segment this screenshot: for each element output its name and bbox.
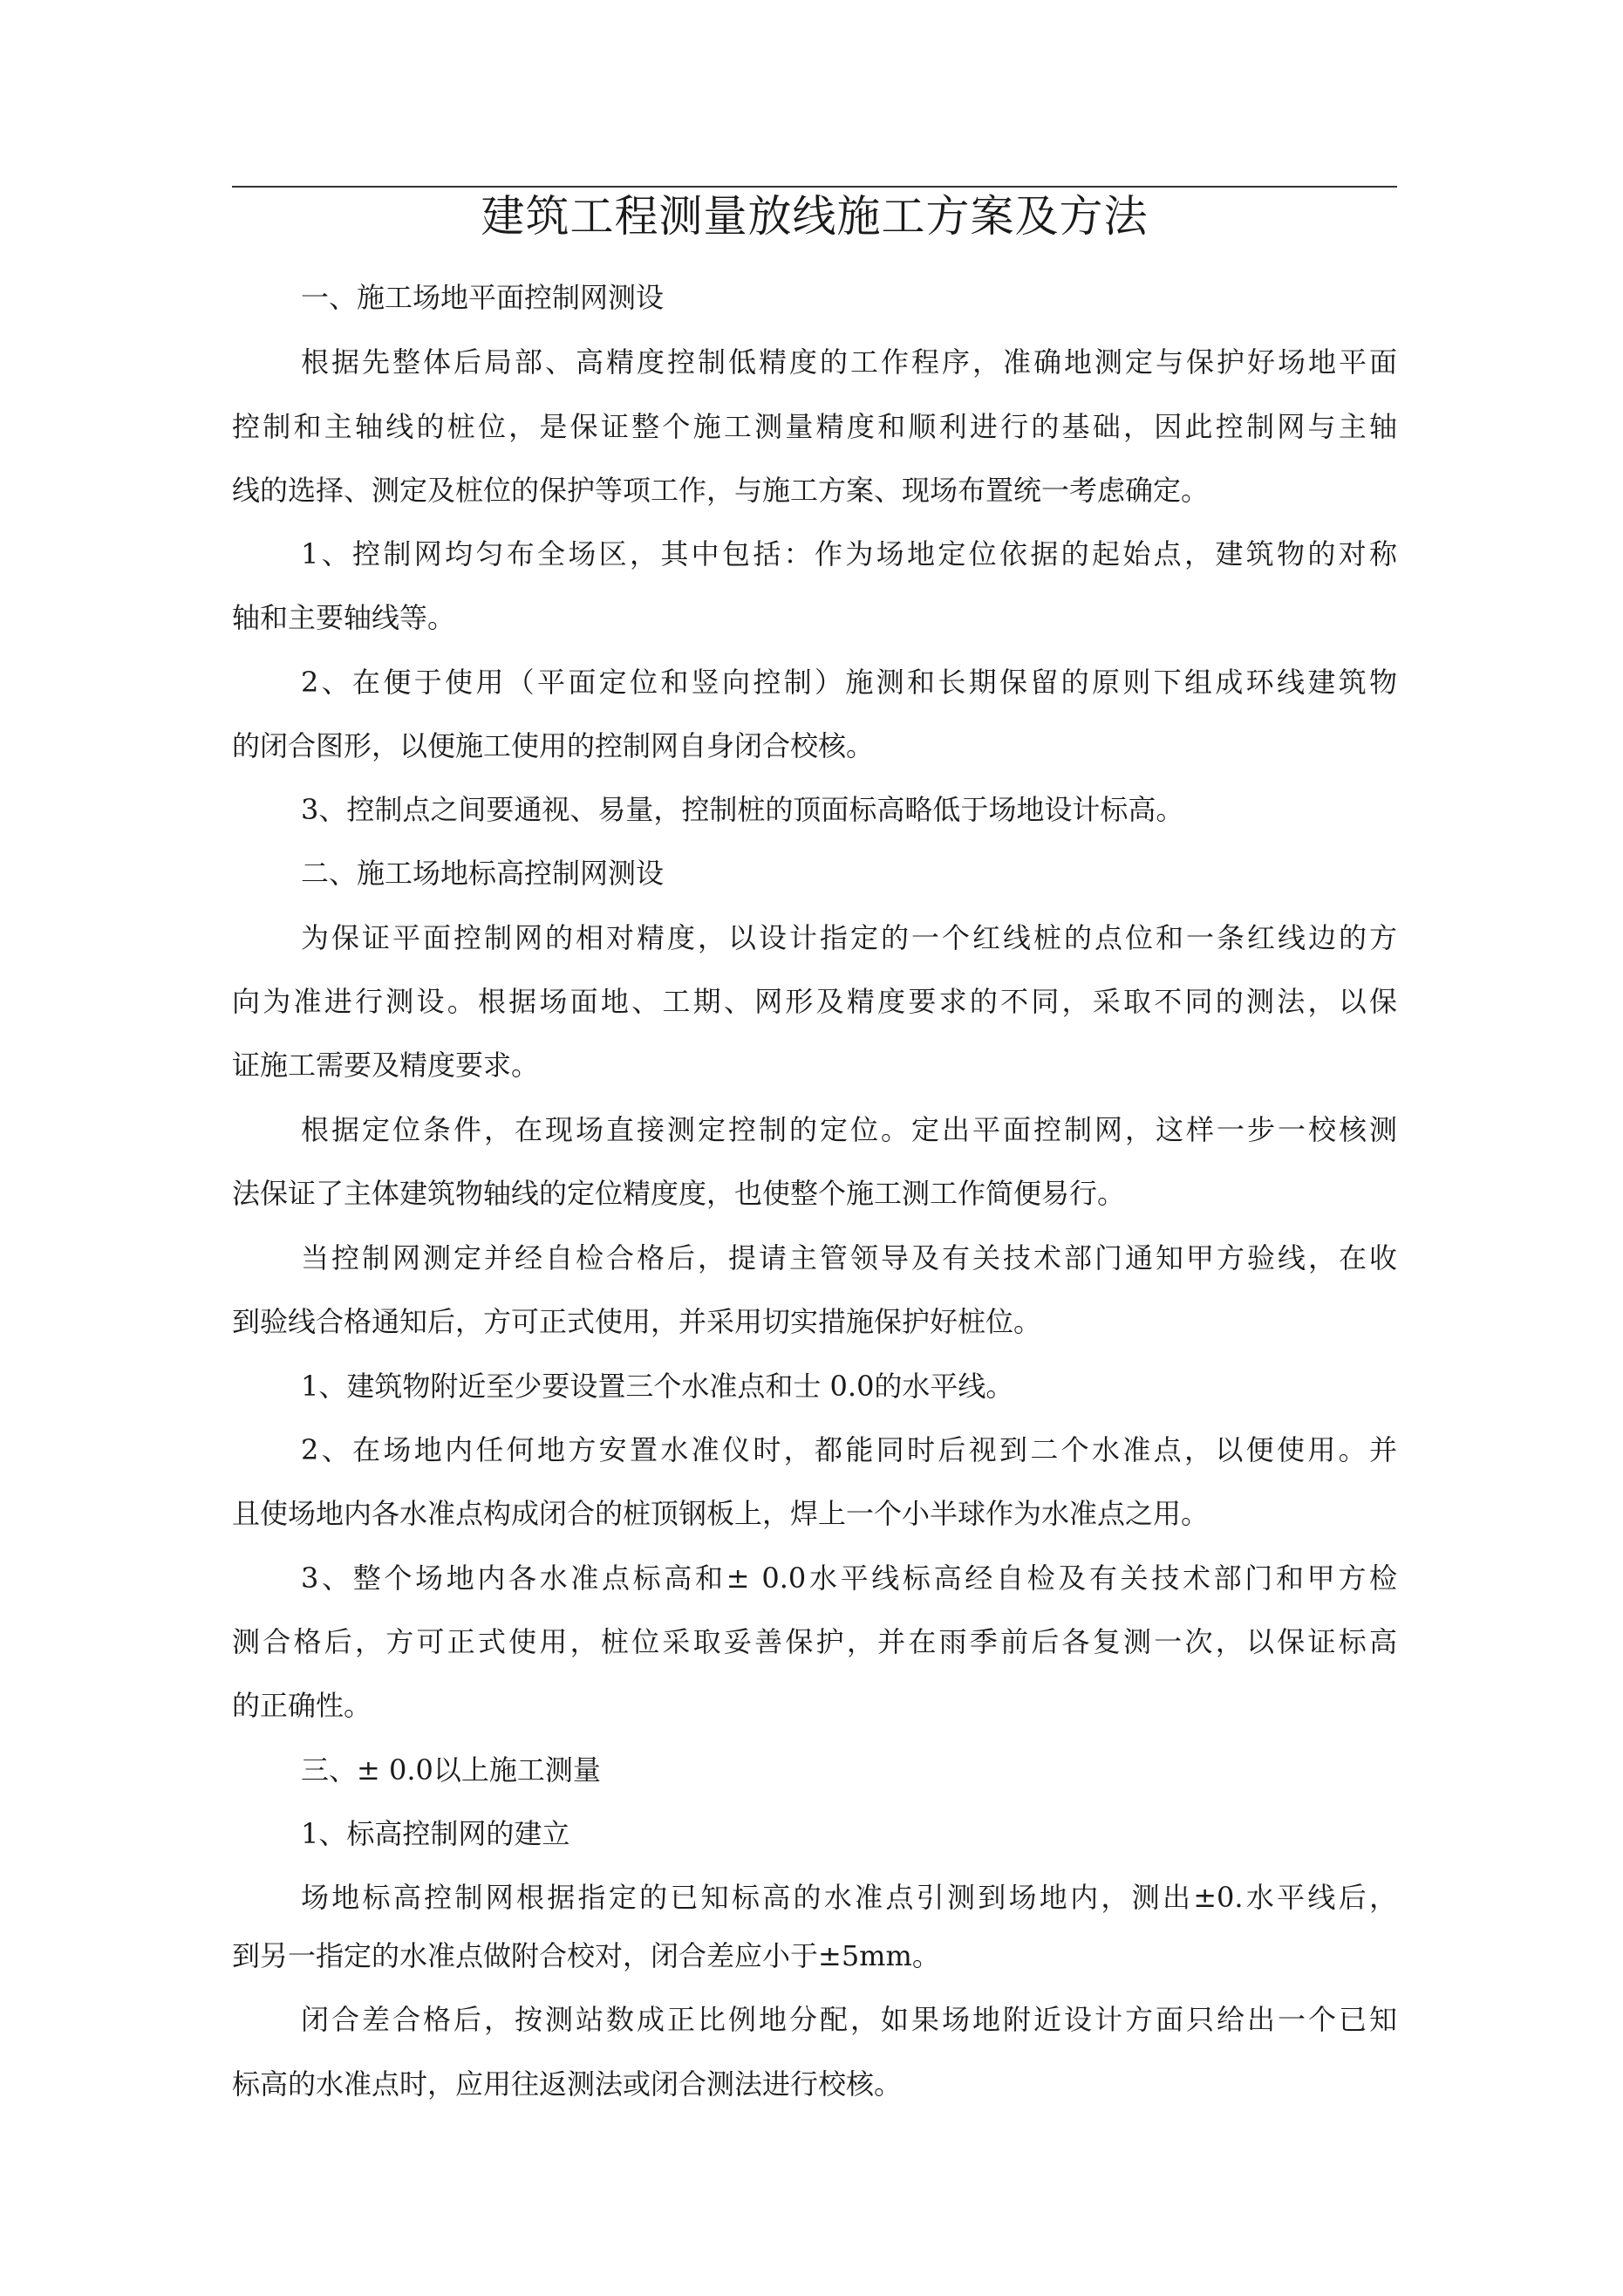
paragraph-line: 当控制网测定并经自检合格后，提请主管领导及有关技术部门通知甲方验线，在收 — [301, 1241, 1397, 1274]
paragraph-line: 测合格后，方可正式使用，桩位采取妥善保护，并在雨季前后各复测一次，以保证标高 — [232, 1625, 1397, 1658]
paragraph-line: 3、控制点之间要通视、易量，控制桩的顶面标高略低于场地设计标高。 — [301, 793, 1184, 826]
paragraph-line: 向为准进行测设。根据场面地、工期、网形及精度要求的不同，采取不同的测法，以保 — [232, 985, 1397, 1018]
paragraph-line: 根据定位条件，在现场直接测定控制的定位。定出平面控制网，这样一步一校核测 — [301, 1113, 1397, 1146]
paragraph-line: 场地标高控制网根据指定的已知标高的水准点引测到场地内，测出±0.水平线后， — [301, 1881, 1397, 1914]
subsection-heading: 1、标高控制网的建立 — [301, 1817, 570, 1850]
header-rule — [232, 186, 1397, 188]
paragraph-line: 的正确性。 — [232, 1689, 372, 1722]
paragraph-line: 1、建筑物附近至少要设置三个水准点和士 0.0的水平线。 — [301, 1370, 1014, 1403]
paragraph-line: 2、在场地内任何地方安置水准仪时，都能同时后视到二个水准点，以便使用。并 — [301, 1433, 1397, 1466]
paragraph-line: 控制和主轴线的桩位，是保证整个施工测量精度和顺利进行的基础，因此控制网与主轴 — [232, 410, 1397, 443]
section-heading-2: 二、施工场地标高控制网测设 — [301, 857, 665, 890]
paragraph-line: 3、整个场地内各水准点标高和± 0.0水平线标高经自检及有关技术部门和甲方检 — [301, 1561, 1397, 1595]
paragraph-line: 且使场地内各水准点构成闭合的桩顶钢板上，焊上一个小半球作为水准点之用。 — [232, 1497, 1210, 1530]
paragraph-line: 2、在便于使用（平面定位和竖向控制）施测和长期保留的原则下组成环线建筑物 — [301, 666, 1397, 699]
paragraph-line: 线的选择、测定及桩位的保护等项工作，与施工方案、现场布置统一考虑确定。 — [232, 474, 1210, 507]
paragraph-line: 1、控制网均匀布全场区，其中包括：作为场地定位依据的起始点，建筑物的对称 — [301, 537, 1397, 571]
paragraph-line: 法保证了主体建筑物轴线的定位精度度，也使整个施工测工作简便易行。 — [232, 1177, 1126, 1210]
paragraph-line: 到另一指定的水准点做附合校对，闭合差应小于±5mm。 — [232, 1939, 940, 1972]
paragraph-line: 标高的水准点时，应用往返测法或闭合测法进行校核。 — [232, 2067, 903, 2101]
page-title: 建筑工程测量放线施工方案及方法 — [481, 191, 1149, 242]
paragraph-line: 的闭合图形，以便施工使用的控制网自身闭合校核。 — [232, 729, 875, 762]
paragraph-line: 为保证平面控制网的相对精度，以设计指定的一个红线桩的点位和一条红线边的方 — [301, 921, 1397, 954]
paragraph-line: 根据先整体后局部、高精度控制低精度的工作程序，准确地测定与保护好场地平面 — [301, 345, 1397, 379]
paragraph-line: 到验线合格通知后，方可正式使用，并采用切实措施保护好桩位。 — [232, 1305, 1042, 1338]
section-heading-3: 三、± 0.0以上施工测量 — [301, 1753, 601, 1787]
paragraph-line: 轴和主要轴线等。 — [232, 601, 456, 634]
paragraph-line: 闭合差合格后，按测站数成正比例地分配，如果场地附近设计方面只给出一个已知 — [301, 2003, 1397, 2036]
paragraph-line: 证施工需要及精度要求。 — [232, 1049, 540, 1082]
section-heading-1: 一、施工场地平面控制网测设 — [301, 281, 665, 314]
